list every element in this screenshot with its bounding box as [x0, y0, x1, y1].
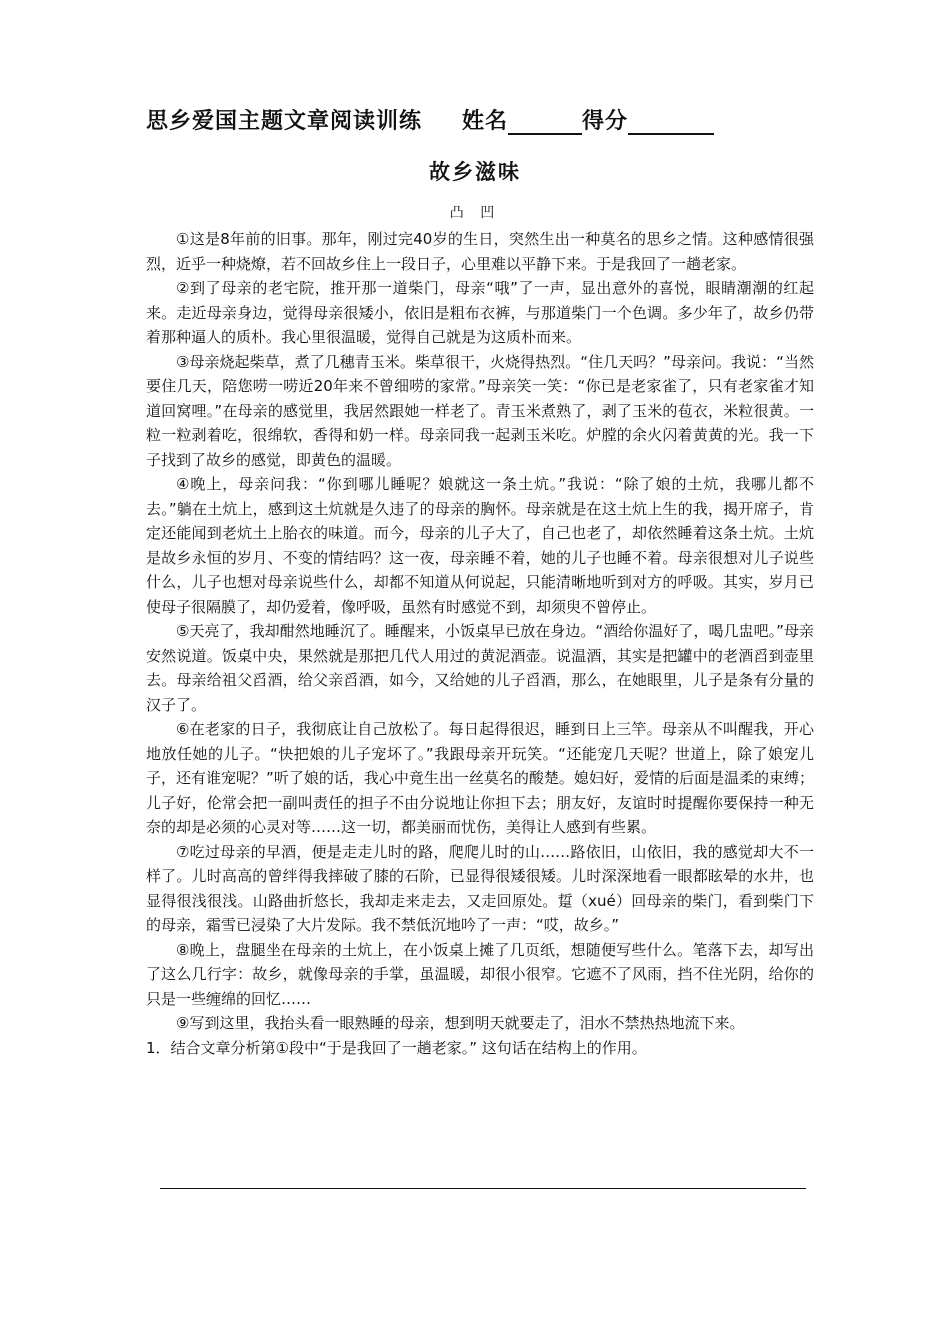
paragraph-7: ⑦吃过母亲的早酒，便是走走儿时的路，爬爬儿时的山……路依旧，山依旧，我的感觉却大不一样了。儿时高高的曾绊得我摔破了膝的石阶，已显得很矮很矮。儿时深深地看一眼都眩晕的水井，也显得很浅很浅。山路曲折悠长，我却走来走去，又走回原处。踅（xué）回母亲的柴门，看到柴门下的母亲，霜雪已浸染了大片发际。我不禁低沉地吟了一声：“哎，故乡。” — [146, 842, 814, 934]
worksheet-header — [146, 104, 714, 135]
article-title: 故乡滋味 — [429, 160, 521, 184]
paragraph-4: ④晚上，母亲问我：“你到哪儿睡呢？娘就这一条土炕。”我说：“除了娘的土炕，我哪儿都不去。”躺在土炕上，感到这土炕就是久违了的母亲的胸怀。母亲就是在这土炕上生的我，揭开席子，肯定还能闻到老炕土上胎衣的味道。而今，母亲的儿子大了，自己也老了，却依然睡着这条土炕。土炕是故乡永恒的岁月、不变的情结吗？这一夜，母亲睡不着，她的儿子也睡不着。母亲很想对儿子说些什么，儿子也想对母亲说些什么，却都不知道从何说起，只能清晰地听到对方的呼吸。其实，岁月已使母子很隔膜了，却仍爱着，像呼吸，虽然有时感觉不到，却须臾不曾停止。 — [146, 475, 814, 616]
paragraph-5: ⑤天亮了，我却酣然地睡沉了。睡醒来，小饭桌早已放在身边。“酒给你温好了，喝几盅吧。”母亲安然说道。饭桌中央，果然就是那把几代人用过的黄泥酒壶。说温酒，其实是把罐中的老酒舀到壶里去。母亲给祖父舀酒，给父亲舀酒，如今，又给她的儿子舀酒，那么，在她眼里，儿子是条有分量的汉子了。 — [146, 622, 814, 714]
score-label: 得分 — [582, 109, 629, 134]
answer-line[interactable] — [160, 1188, 806, 1189]
name-blank[interactable] — [508, 107, 582, 135]
article-author: 凸 凹 — [449, 205, 501, 221]
paragraph-3: ③母亲烧起柴草，煮了几穗青玉米。柴草很干，火烧得热烈。“住几天吗？”母亲问。我说：“当然要住几天，陪您唠一唠近20年来不曾细唠的家常。”母亲笑一笑：“你已是老家雀了，只有老家雀才知道回窝哩。”在母亲的感觉里，我居然跟她一样老了。青玉米煮熟了，剥了玉米的苞衣，米粒很黄。一粒一粒剥着吃，很绵软，香得和奶一样。母亲同我一起剥玉米吃。炉膛的余火闪着黄黄的光。我一下子找到了故乡的感觉，即黄色的温暖。 — [146, 352, 814, 469]
worksheet-title: 思乡爱国主题文章阅读训练 — [146, 109, 423, 134]
paragraph-8: ⑧晚上，盘腿坐在母亲的土炕上，在小饭桌上摊了几页纸，想随便写些什么。笔落下去，却写出了这么几行字：故乡，就像母亲的手掌，虽温暖，却很小很窄。它遮不了风雨，挡不住光阴，给你的只是一些缠绵的回忆…… — [146, 940, 814, 1008]
paragraph-2: ②到了母亲的老宅院，推开那一道柴门，母亲“哦”了一声，显出意外的喜悦，眼睛潮潮的红起来。走近母亲身边，觉得母亲很矮小，依旧是粗布衣裤，与那道柴门一个色调。多少年了，故乡仍带着那种逼人的质朴。我心里很温暖，觉得自己就是为这质朴而来。 — [146, 279, 814, 346]
name-label: 姓名 — [462, 109, 509, 134]
paragraph-6: ⑥在老家的日子，我彻底让自己放松了。每日起得很迟，睡到日上三竿。母亲从不叫醒我，开心地放任她的儿子。“快把娘的儿子宠坏了。”我跟母亲开玩笑。“还能宠几天呢？世道上，除了娘宠儿子，还有谁宠呢？”听了娘的话，我心中竟生出一丝莫名的酸楚。媳妇好，爱情的后面是温柔的束缚；儿子好，伦常会把一副叫责任的担子不由分说地让你担下去；朋友好，友谊时时提醒你要保持一种无奈的却是必须的心灵对等……这一切，都美丽而忧伤，美得让人感到有些累。 — [146, 720, 814, 836]
score-blank[interactable] — [628, 107, 714, 135]
paragraph-9: ⑨写到这里，我抬头看一眼熟睡的母亲，想到明天就要走了，泪水不禁热热地流下来。 — [176, 1014, 745, 1032]
question-1: 1．结合文章分析第①段中“于是我回了一趟老家。” 这句话在结构上的作用。 — [146, 1038, 647, 1057]
article-body — [146, 227, 814, 1060]
paragraph-1: ①这是8年前的旧事。那年，刚过完40岁的生日，突然生出一种莫名的思乡之情。这种感情很强烈，近乎一种烧燎，若不回故乡住上一段日子，心里难以平静下来。于是我回了一趟老家。 — [146, 230, 814, 273]
